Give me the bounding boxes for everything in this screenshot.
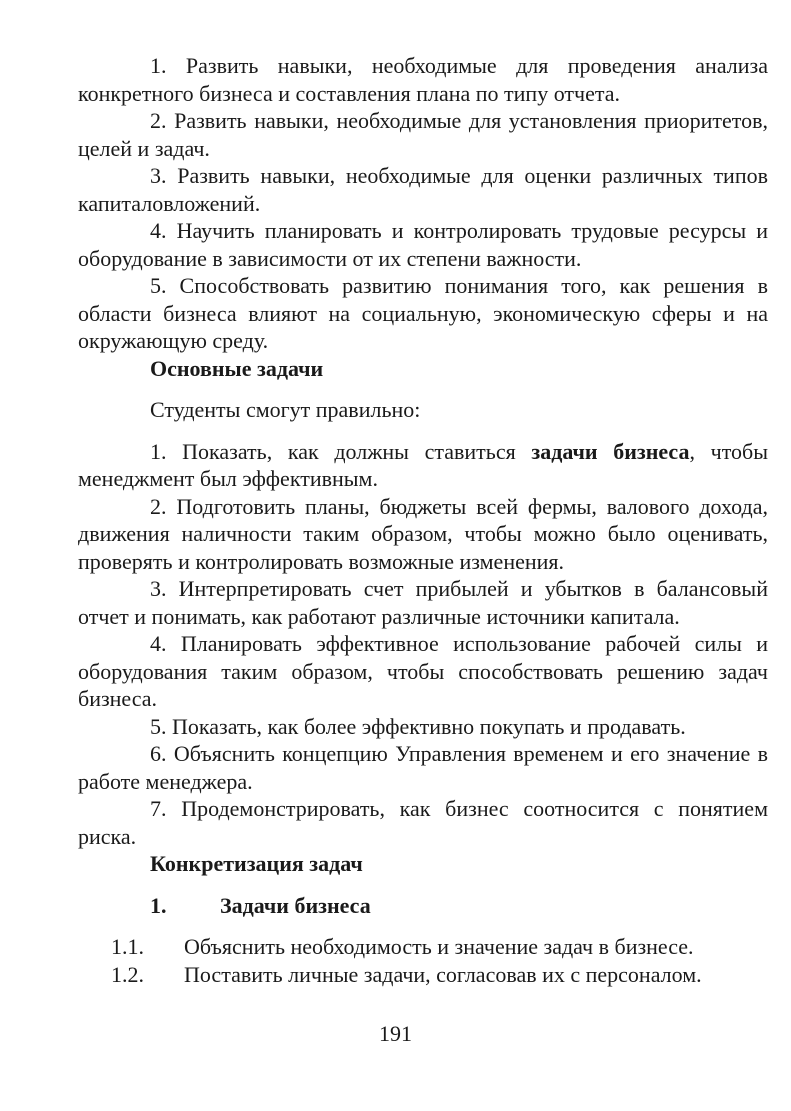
section-heading bbox=[150, 892, 768, 920]
task-1-before: 1. Показать, как должны ставиться bbox=[150, 438, 532, 464]
section-number: 1. bbox=[150, 892, 167, 918]
subitem-number: 1.1. bbox=[111, 934, 144, 959]
goal-2: 2. Развить навыки, необходимые для установления приоритетов, целей и задач. bbox=[78, 108, 768, 161]
page-number: 191 bbox=[379, 1021, 412, 1046]
task-2: 2. Подготовить планы, бюджеты всей фермы, валового дохода, движения наличности таким образом, чтобы можно было оценивать, проверять и контролировать возможные изменения. bbox=[78, 493, 768, 574]
subitem-text: Поставить личные задачи, согласовав их с персоналом. bbox=[184, 961, 702, 987]
task-7: 7. Продемонстрировать, как бизнес соотносится с понятием риска. bbox=[78, 796, 768, 849]
task-5: 5. Показать, как более эффективно покупать и продавать. bbox=[150, 713, 686, 739]
task-1-bold: задачи бизнеса bbox=[531, 438, 690, 464]
task-4: 4. Планировать эффективное использование рабочей силы и оборудования таким образом, чтобы способствовать решению задач бизнеса. bbox=[78, 631, 768, 711]
tasks-heading: Основные задачи bbox=[150, 355, 324, 381]
subitem-text: Объяснить необходимость и значение задач в бизнесе. bbox=[184, 934, 694, 959]
goal-1: 1. Развить навыки, необходимые для проведения анализа конкретного бизнеса и составления плана по типу отчета. bbox=[78, 53, 768, 106]
task-1-after: , чтобы менеджмент был эффективным. bbox=[78, 438, 768, 491]
goal-5: 5. Способствовать развитию понимания того, как решения в области бизнеса влияют на социальную, экономическую сферы и на окружающую среду. bbox=[78, 273, 768, 353]
tasks-lead: Студенты смогут правильно: bbox=[150, 397, 421, 422]
subitem-1-1 bbox=[111, 933, 768, 961]
spec-heading: Конкретизация задач bbox=[150, 851, 363, 876]
goal-4: 4. Научить планировать и контролировать трудовые ресурсы и оборудование в зависимости от их степени важности. bbox=[78, 218, 768, 271]
task-6: 6. Объяснить концепцию Управления временем и его значение в работе менеджера. bbox=[78, 741, 768, 794]
section-title: Задачи бизнеса bbox=[220, 892, 371, 918]
task-3: 3. Интерпретировать счет прибылей и убытков в балансовый отчет и понимать, как работают различные источники капитала. bbox=[78, 576, 768, 629]
subitem-number: 1.2. bbox=[111, 961, 144, 987]
goal-3: 3. Развить навыки, необходимые для оценки различных типов капиталовложений. bbox=[78, 163, 768, 216]
task-1 bbox=[78, 438, 768, 493]
page-content bbox=[78, 52, 768, 988]
subitem-1-2 bbox=[111, 961, 768, 989]
